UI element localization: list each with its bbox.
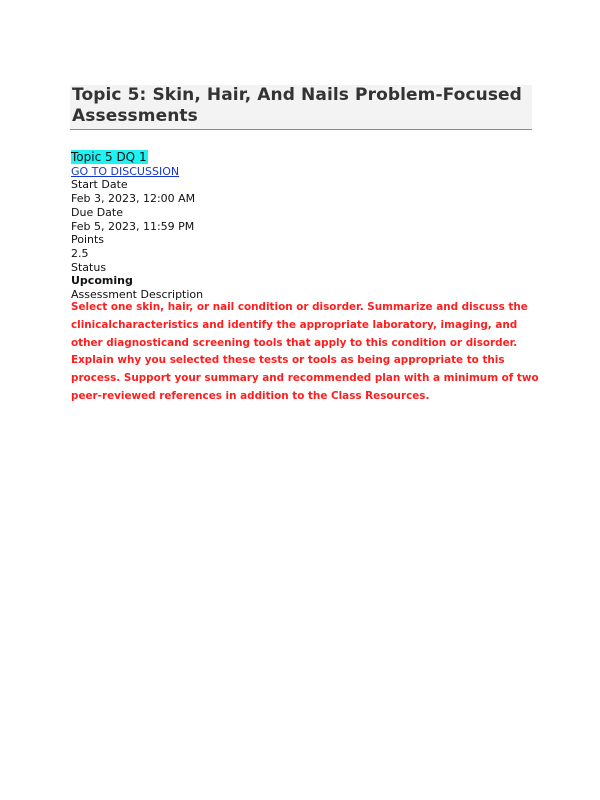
assessment-description-text: Select one skin, hair, or nail condition or disorder. Summarize and discuss the clinicalcharacteristics and identify the appropriate laboratory, imaging, and other diagnosticand screening tools that apply to this condition or disorder. Explain why you selected these tests or tools as being appropriate to this process. Support your summary and recommended plan with a minimum of two peer-reviewed references in addition to the Class Resources. [71, 301, 539, 402]
due-date-value: Feb 5, 2023, 11:59 PM [71, 219, 195, 233]
start-date-label: Start Date [71, 178, 128, 192]
start-date-value: Feb 3, 2023, 12:00 AM [71, 192, 196, 206]
go-to-discussion-link[interactable]: GO TO DISCUSSION [71, 164, 180, 178]
points-value: 2.5 [71, 246, 89, 260]
assessment-description-label: Assessment Description [71, 288, 204, 302]
status-value: Upcoming [71, 274, 133, 288]
page-title: Topic 5: Skin, Hair, And Nails Problem-Focused Assessments [72, 85, 522, 126]
discussion-details [71, 150, 491, 302]
due-date-label: Due Date [71, 205, 123, 219]
status-label: Status [71, 260, 107, 274]
topic-label: Topic 5 DQ 1 [71, 150, 147, 164]
page-header [70, 85, 532, 130]
points-label: Points [71, 233, 105, 247]
